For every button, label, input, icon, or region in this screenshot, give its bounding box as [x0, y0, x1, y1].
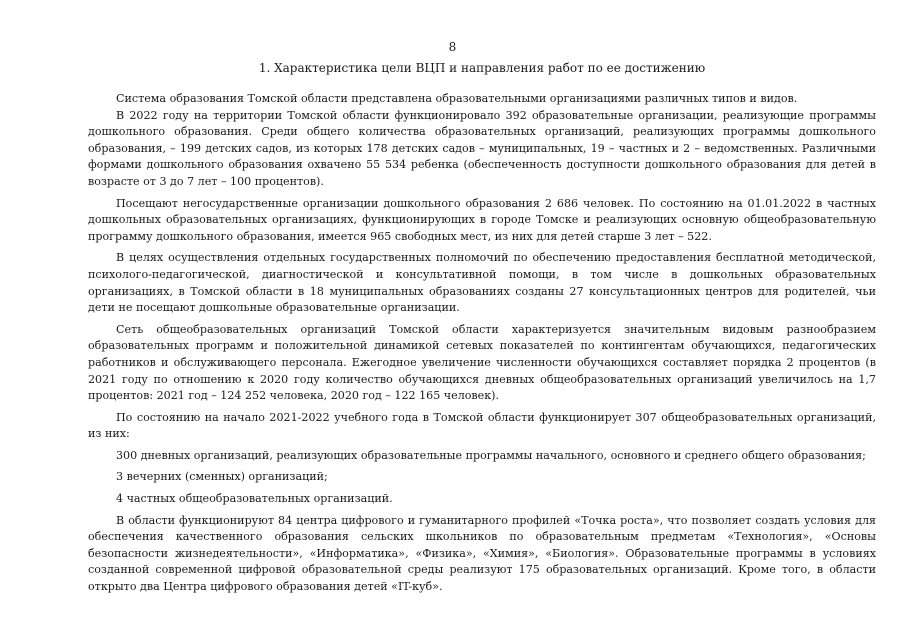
list-item-evening-schools: 3 вечерних (сменных) организаций; [116, 470, 328, 484]
paragraph-1: Система образования Томской области представлена образовательными организациями различных типов и видов. [116, 92, 798, 105]
page-number: 8 [448, 40, 457, 54]
paragraph-3: Посещают негосударственные организации дошкольного образования 2 686 человек. По состоянию на 01.01.2022 в частных дошкольных образовательных организациях, функционирующих в городе Томске и реализующих основную общеобразовательную программу дошкольного образования, имеется 965 свободных мест, из них для детей старше 3 лет – 522. [88, 196, 876, 243]
list-item-day-schools: 300 дневных организаций, реализующих образовательные программы начального, основного и среднего общего образования; [116, 448, 866, 462]
paragraph-2: В 2022 году на территории Томской области функционировало 392 образовательные организации, реализующие программы дошкольного образования. Среди общего количества образовательных организаций, реализующих программы дошкольного образования, – 199 детских садов, из которых 178 детских садов – муниципальных, 19 – частных и 2 – ведомственных. Различными формами дошкольного образования охвачено 55 534 ребенка (обеспеченность доступности дошкольного образования для детей в возрасте от 3 до 7 лет – 100 процентов). [88, 108, 876, 188]
list-item-private-schools: 4 частных общеобразовательных организаций. [116, 492, 393, 506]
document-body [88, 91, 876, 596]
paragraph-7: В области функционируют 84 центра цифрового и гуманитарного профилей «Точка роста», что позволяет создать условия для обеспечения качественного образования сельских школьников по образовательным предметам «Технология», «Основы безопасности жизнедеятельности», «Информатика», «Физика», «Химия», «Биология». Образовательные программы в условиях созданной современной цифровой образовательной среды реализуют 175 образовательных организаций. Кроме того, в области открыто два Центра цифрового образования детей «IT-куб». [88, 513, 876, 594]
paragraph-6: По состоянию на начало 2021-2022 учебного года в Томской области функционирует 307 общеобразовательных организаций, из них: [88, 410, 876, 441]
section-heading: 1. Характеристика цели ВЦП и направления работ по ее достижению [258, 61, 706, 75]
paragraph-5: Сеть общеобразовательных организаций Томской области характеризуется значительным видовым разнообразием образовательных программ и положительной динамикой сетевых показателей по контингентам обучающихся, педагогических работников и обслуживающего персонала. Ежегодное увеличение численности обучающихся составляет порядка 2 процентов (в 2021 году по отношению к 2020 году количество обучающихся дневных общеобразовательных организаций увеличилось на 1,7 процентов: 2021 год – 124 252 человека, 2020 год – 122 165 человек). [88, 322, 876, 403]
paragraph-4: В целях осуществления отдельных государственных полномочий по обеспечению предоставления бесплатной методической, психолого-педагогической, диагностической и консультативной помощи, в том числе в дошкольных образовательных организациях, в Томской области в 18 муниципальных образованиях созданы 27 консультационных центров для родителей, чьи дети не посещают дошкольные образовательные организации. [88, 251, 876, 315]
